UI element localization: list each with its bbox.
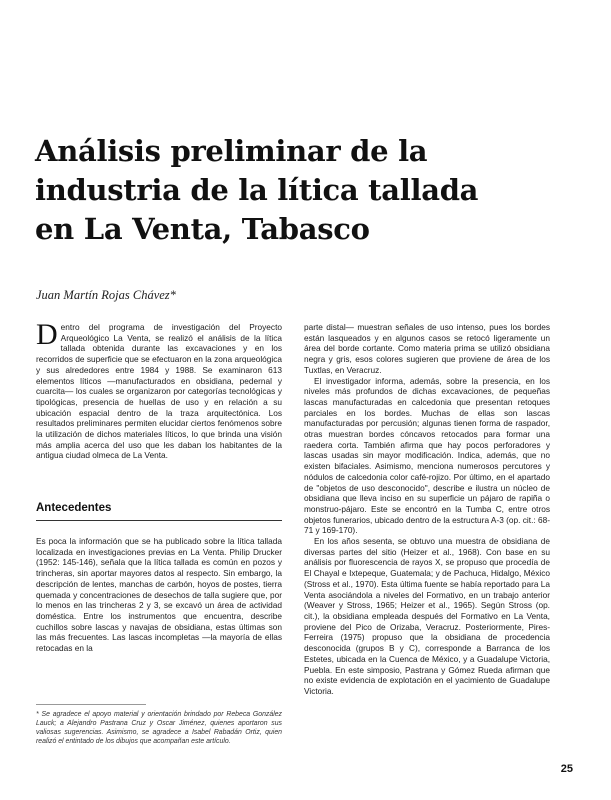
intro-column <box>36 318 282 461</box>
intro-text: entro del programa de investigación del Proyecto Arqueológico La Venta, se realizó el análisis de la lítica tallada obtenida durante las excavaciones y en los recorridos de superficie que se efectuaron en la zona arqueológica y sus alrededores entre 1984 y 1988. Se examinaron 613 elementos líticos —manufacturados en obsidiana, pedernal y cuarcita— los cuales se organizaron por categorías tecnológicas y tipológicas, presencia de huellas de uso y en relación a su ubicación espacial dentro de la traza arquitectónica. Los resultados preliminares permiten elucidar ciertos fenómenos sobre la utilización de dichos materiales líticos, lo que brinda una visión más amplia acerca del uso que les daban los habitantes de la antigua ciudad olmeca de La Venta. <box>36 322 282 461</box>
title-line: Análisis preliminar de la <box>35 134 428 168</box>
right-column <box>304 322 550 697</box>
section-heading: Antecedentes <box>36 502 112 514</box>
heading-divider <box>36 520 282 521</box>
drop-cap: D <box>36 318 58 351</box>
footnote-divider <box>36 704 146 705</box>
title-line: en La Venta, Tabasco <box>35 212 370 246</box>
body-paragraph: En los años sesenta, se obtuvo una muestra de obsidiana de diversas partes del sitio (Heizer et al., 1968). Con base en su análisis por fluorescencia de rayos X, se propuso que procedía de El Chayal e Ixtepeque, Guatemala; y de Pachuca, Hidalgo, México (Stross et al., 1970). Esta última fuente se había reportado para La Venta asociándola a niveles del Formativo, en un trabajo anterior (Weaver y Stross, 1965; Heizer et al., 1965). Según Stross (op. cit.), la obsidiana empleada después del Formativo en La Venta, proviene del Pico de Orizaba, Veracruz. Posteriormente, Pires-Ferreira (1975) propuso que la obsidiana de procedencia desconocida (grupos B y C), corresponde a Barranca de los Estetes, ubicada en la Cuenca de México, y a Guadalupe Victoria, Puebla. En este simposio, Pastrana y Gómez Rueda afirman que no existe evidencia de explotación en el yacimiento de Guadalupe Victoria. <box>304 536 550 696</box>
article-title <box>35 132 575 249</box>
body-paragraph: parte distal— muestran señales de uso intenso, pues los bordes están lasqueados y en algunos casos se retocó ligeramente un área del borde cortante. Como materia prima se utilizó obsidiana negra y gris, esos colores sugieren que proviene de área de los Tuxtlas, en Veracruz. <box>304 322 550 375</box>
body-paragraph: El investigador informa, además, sobre la presencia, en los niveles más profundos de dichas excavaciones, de pequeñas lascas manufacturadas en calcedonia que presentan retoques parciales en los bordes. Muchas de ellas son lascas manufacturadas por percusión; algunas tienen forma de raspador, otras muestran bordes cóncavos retocados para formar una raedera corta. También afirma que hay pocos perforadores y lascas usadas sin mayor modificación. Indica, además, que no existen bifaciales. Asimismo, menciona numerosos percutores y nódulos de calcedonia color café-rojizo. Por último, en el apartado de "objetos de uso desconocido", describe e ilustra un núcleo de obsidiana que lleva inciso en su superficie un pájaro de rapiña o monstruo-pájaro. Este se encontró en la Tumba C, entre otros objetos funerarios, ubicado dentro de la estructura A-3 (op. cit.: 68-71 y 169-170). <box>304 375 550 536</box>
author-name: Juan Martín Rojas Chávez* <box>36 288 176 302</box>
title-line: industria de la lítica tallada <box>35 173 479 207</box>
antecedentes-column <box>36 536 282 654</box>
antecedentes-paragraph: Es poca la información que se ha publicado sobre la lítica tallada localizada en investigaciones previas en La Venta. Philip Drucker (1952: 145-146), señala que la lítica tallada es común en pozos y trincheras, sin aportar mayores datos al respecto. Sin embargo, la descripción de lentes, manchas de carbón, hoyos de postes, tierra quemada y concentraciones de desechos de talla sugiere que, por lo menos en las trincheras 2 y 3, se excavó un área de actividad doméstica. Entre los instrumentos que encuentra, describe cuchillos sobre lascas y navajas de obsidiana, estas últimas son las más frecuentes. Las lascas incompletas —la mayoría de ellas retocadas en la <box>36 536 282 654</box>
footnote: * Se agradece el apoyo material y orientación brindado por Rebeca González Lauck; a Alejandro Pastrana Cruz y Oscar Jiménez, quienes aportaron sus valiosas sugerencias. Asimismo, se agradece a Isabel Rabadán Ortiz, quien realizó el entintado de los dibujos que acompañan este artículo. <box>36 711 282 745</box>
page-number: 25 <box>560 763 573 775</box>
intro-paragraph <box>36 318 282 461</box>
